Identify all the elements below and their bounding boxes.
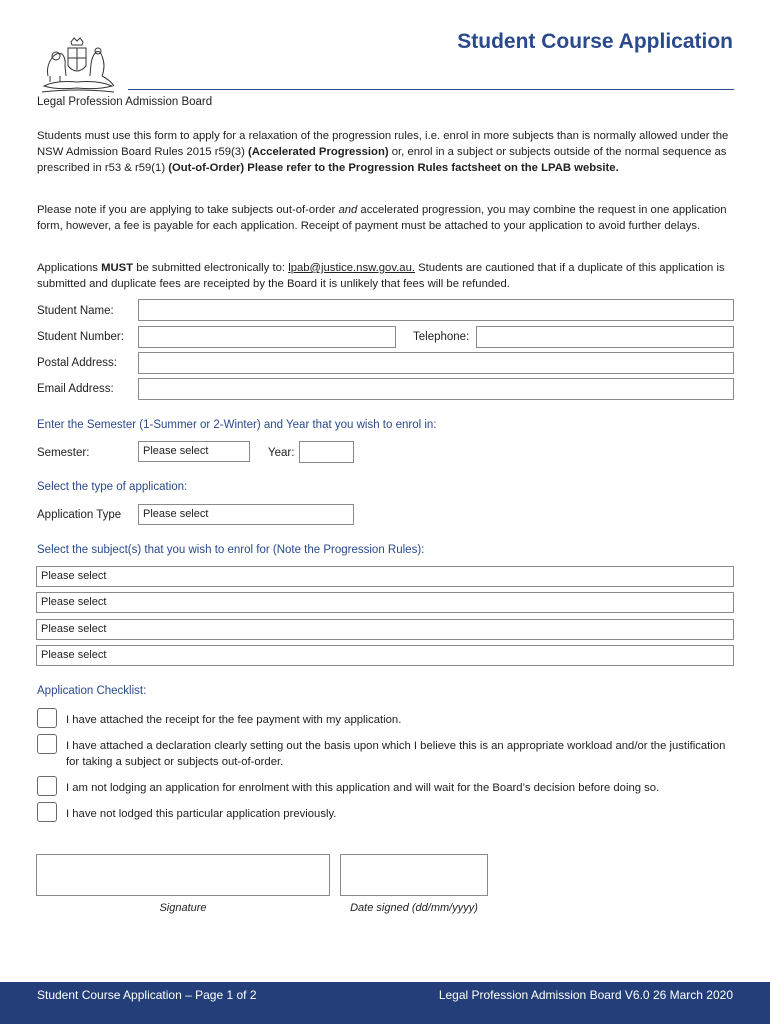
- application-type-heading: Select the type of application:: [37, 481, 188, 493]
- footer-page-info: Student Course Application – Page 1 of 2: [37, 988, 257, 1002]
- student-name-label: Student Name:: [37, 305, 114, 317]
- checklist-heading: Application Checklist:: [37, 685, 147, 697]
- checklist-checkbox-receipt[interactable]: [37, 708, 57, 728]
- date-signed-caption: Date signed (dd/mm/yyyy): [350, 902, 478, 914]
- submission-email-link[interactable]: lpab@justice.nsw.gov.au.: [288, 262, 415, 274]
- checklist-item-not-lodged: I have not lodged this particular application previously.: [66, 808, 337, 820]
- header-divider: [128, 89, 734, 90]
- student-name-field[interactable]: [138, 299, 734, 321]
- signature-field[interactable]: [36, 854, 330, 896]
- postal-address-label: Postal Address:: [37, 357, 117, 369]
- subject-select-3[interactable]: Please select: [36, 619, 734, 640]
- email-address-label: Email Address:: [37, 383, 114, 395]
- application-type-select[interactable]: Please select: [138, 504, 354, 525]
- checklist-checkbox-not-lodged[interactable]: [37, 802, 57, 822]
- student-number-label: Student Number:: [37, 331, 124, 343]
- intro-text: or, enrol in a subject or subjects outside of the normal sequence as prescribed in r53 & r59(1): [37, 146, 727, 174]
- intro-text: Please note if you are applying to take subjects out-of-order: [37, 204, 339, 216]
- student-number-field[interactable]: [138, 326, 396, 348]
- intro-paragraph-2: [37, 202, 737, 234]
- page-title: Student Course Application: [457, 30, 733, 53]
- date-signed-field[interactable]: [340, 854, 488, 896]
- subjects-heading: Select the subject(s) that you wish to enrol for (Note the Progression Rules):: [37, 544, 425, 556]
- board-name: Legal Profession Admission Board: [37, 96, 213, 108]
- intro-italic: and: [338, 204, 358, 216]
- intro-text: Students must use this form to apply for a relaxation of the progression rules, i.e. enrol in more subjects than is normally allowed under the NSW Admission Board Rules 2015 r59(3): [37, 130, 729, 158]
- intro-bold: (Out-of-Order) Please refer to the Progression Rules factsheet on the LPAB website.: [168, 162, 619, 174]
- telephone-field[interactable]: [476, 326, 734, 348]
- checklist-checkbox-declaration[interactable]: [37, 734, 57, 754]
- checklist-item-no-enrolment: I am not lodging an application for enrolment with this application and will wait for the Board’s decision before doing so.: [66, 782, 660, 794]
- semester-select[interactable]: Please select: [138, 441, 250, 462]
- intro-paragraph-3: [37, 260, 737, 292]
- year-label: Year:: [268, 447, 295, 459]
- year-field[interactable]: [299, 441, 354, 463]
- subject-select-2[interactable]: Please select: [36, 592, 734, 613]
- signature-caption: Signature: [159, 902, 207, 914]
- checklist-item-receipt: I have attached the receipt for the fee payment with my application.: [66, 714, 402, 726]
- semester-label: Semester:: [37, 447, 90, 459]
- application-type-label: Application Type: [37, 509, 122, 521]
- intro-text: Applications: [37, 262, 102, 274]
- telephone-label: Telephone:: [413, 331, 470, 343]
- email-address-field[interactable]: [138, 378, 734, 400]
- intro-text: Students are cautioned that if a duplicate of this application is submitted and duplicate fees are receipted by the Board it is unlikely that fees will be refunded.: [37, 262, 725, 290]
- checklist-item-declaration: I have attached a declaration clearly setting out the basis upon which I believe this is an appropriate workload and/or the justification for taking a subject or subjects out-of-order.: [66, 740, 726, 768]
- page-footer: [0, 982, 770, 1024]
- intro-text: be submitted electronically to:: [133, 262, 289, 274]
- subject-select-1[interactable]: Please select: [36, 566, 734, 587]
- intro-text: accelerated progression, you may combine the request in one application form, however, a fee is payable for each application. Receipt of payment must be attached to your application to avoid further delays.: [37, 204, 727, 232]
- semester-heading: Enter the Semester (1-Summer or 2-Winter) and Year that you wish to enrol in:: [37, 419, 437, 431]
- intro-bold: MUST: [101, 262, 134, 274]
- postal-address-field[interactable]: [138, 352, 734, 374]
- intro-paragraph-1: [37, 128, 737, 176]
- intro-bold: (Accelerated Progression): [247, 146, 389, 158]
- checklist-checkbox-no-enrolment[interactable]: [37, 776, 57, 796]
- subject-select-4[interactable]: Please select: [36, 645, 734, 666]
- nsw-crest-logo: [36, 36, 118, 96]
- footer-version-info: Legal Profession Admission Board V6.0 26 March 2020: [438, 988, 733, 1002]
